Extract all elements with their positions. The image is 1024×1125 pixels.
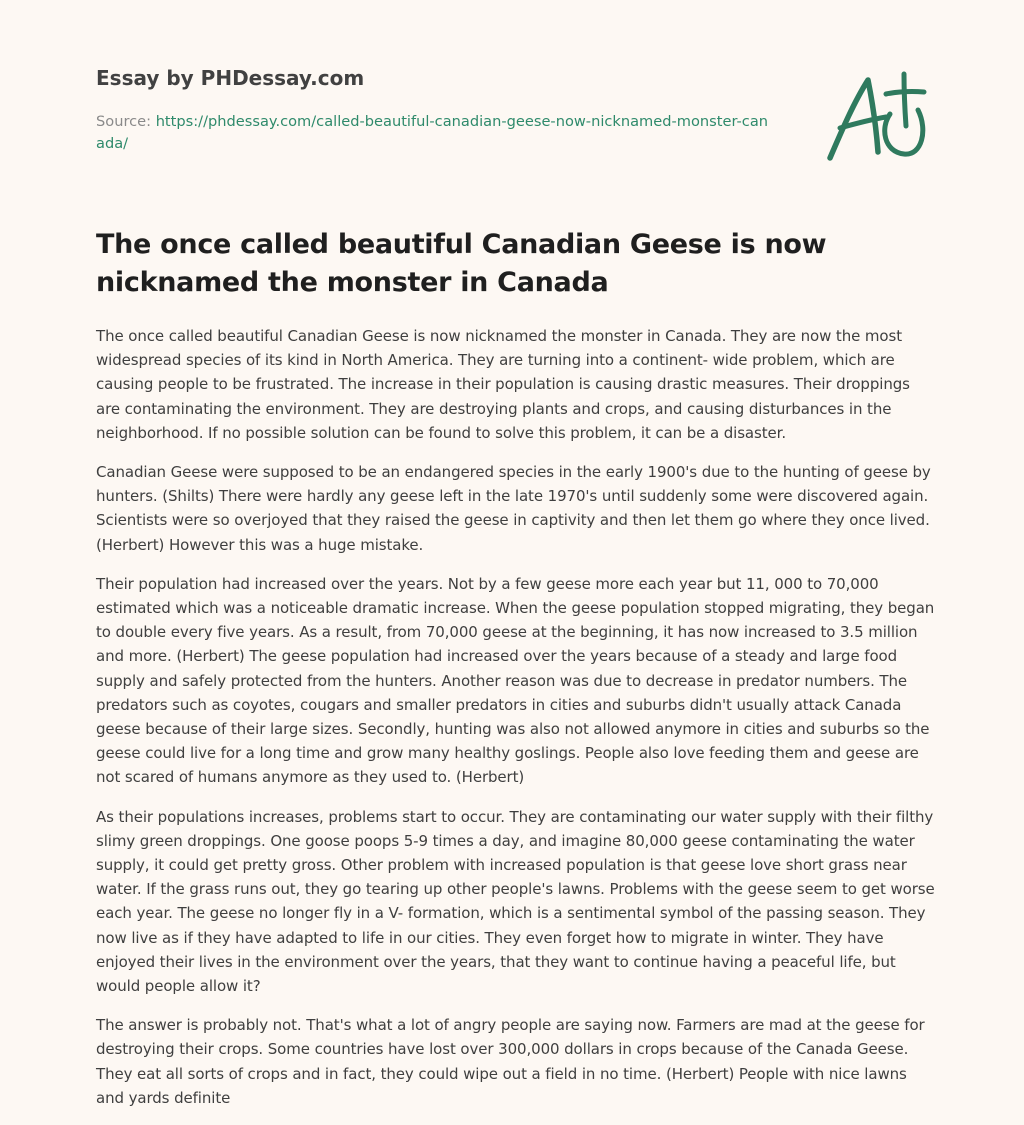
essay-paragraph: The answer is probably not. That's what a lot of angry people are saying now. Farmers are mad at the geese for destroying their crops. Some countries have lost over 300,000 dollars in crops because of the Canada Geese. They eat all sorts of crops and in fact, they could wipe out a field in no time. (Herbert) People with nice lawns and yards definite [96, 1016, 925, 1107]
source-line [96, 111, 776, 155]
a-plus-logo-icon [820, 70, 930, 166]
essay-title: The once called beautiful Canadian Geese is now nicknamed the monster in Canada [96, 229, 827, 298]
source-link[interactable]: https://phdessay.com/called-beautiful-canadian-geese-now-nicknamed-monster-canada/ [96, 113, 769, 152]
essay-paragraph: The once called beautiful Canadian Geese is now nicknamed the monster in Canada. They are now the most widespread species of its kind in North America. They are turning into a continent- wide problem, which are causing people to be frustrated. The increase in their population is causing drastic measures. Their droppings are contaminating the environment. They are destroying plants and crops, and causing disturbances in the neighborhood. If no possible solution can be found to solve this problem, it can be a disaster. [96, 327, 910, 442]
essay-paragraph: Their population had increased over the years. Not by a few geese more each year but 11, 000 to 70,000 estimated which was a noticeable dramatic increase. When the geese population stopped migrating, they began to double every five years. As a result, from 70,000 geese at the beginning, it has now increased to 3.5 million and more. (Herbert) The geese population had increased over the years because of a steady and large food supply and safely protected from the hunters. Another reason was due to decrease in predator numbers. The predators such as coyotes, cougars and smaller predators in cities and suburbs didn't usually attack Canada geese because of their large sizes. Secondly, hunting was also not allowed anymore in cities and suburbs so the geese could live for a long time and grow many healthy goslings. People also love feeding them and geese are not scared of humans anymore as they used to. (Herbert) [96, 574, 935, 787]
essay-paragraph: Canadian Geese were supposed to be an endangered species in the early 1900's due to the hunting of geese by hunters. (Shilts) There were hardly any geese left in the late 1970's until suddenly some were discovered again. Scientists were so overjoyed that they raised the geese in captivity and then let them go where they once lived. (Herbert) However this was a huge mistake. [96, 463, 931, 554]
essay-paragraph: As their populations increases, problems start to occur. They are contaminating our water supply with their filthy slimy green droppings. One goose poops 5-9 times a day, and imagine 80,000 geese contaminating the water supply, it could get pretty gross. Other problem with increased population is that geese love short grass near water. If the grass runs out, they go tearing up other people's lawns. Problems with the geese seem to get worse each year. The geese no longer fly in a V- formation, which is a sentimental symbol of the passing season. They now live as if they have adapted to life in our cities. They even forget how to migrate in winter. They have enjoyed their lives in the environment over the years, that they want to continue having a peaceful life, but would people allow it? [96, 807, 935, 996]
source-label: Source: [96, 113, 152, 130]
site-title: Essay by PHDessay.com [96, 66, 365, 90]
essay-body [96, 324, 938, 1125]
